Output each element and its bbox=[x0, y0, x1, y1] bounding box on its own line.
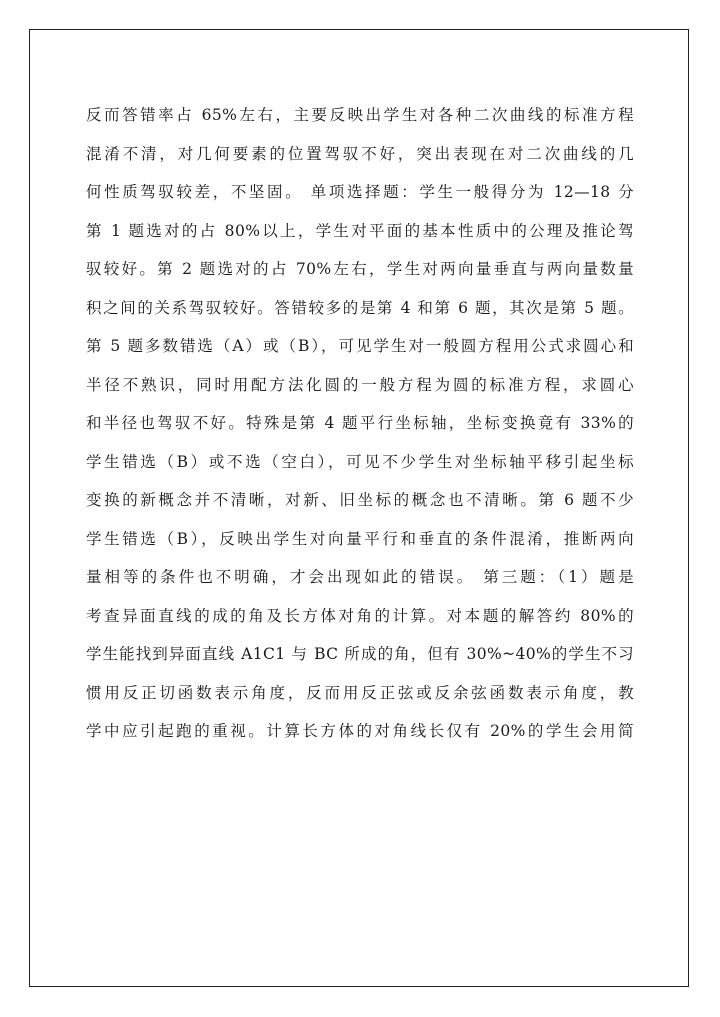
text-line: 学生能找到异面直线 A1C1 与 BC 所成的角，但有 30%~40%的学生不习 bbox=[86, 645, 634, 663]
text-line: 学生错选（B）或不选（空白），可见不少学生对坐标轴平移引起坐标 bbox=[86, 452, 634, 471]
text-line: 混淆不清，对几何要素的位置驾驭不好，突出表现在对二次曲线的几 bbox=[86, 144, 634, 163]
text-line: 变换的新概念并不清晰，对新、旧坐标的概念也不清晰。第 6 题不少 bbox=[86, 491, 634, 509]
text-line: 半径不熟识，同时用配方法化圆的一般方程为圆的标准方程，求圆心 bbox=[86, 375, 634, 394]
text-line: 驭较好。第 2 题选对的占 70%左右，学生对两向量垂直与两向量数量 bbox=[86, 260, 634, 278]
text-line: 量相等的条件也不明确，才会出现如此的错误。 第三题：（1）题是 bbox=[86, 568, 634, 586]
text-line: 何性质驾驭较差，不坚固。 单项选择题：学生一般得分为 12—18 分 bbox=[86, 183, 634, 201]
text-line: 第 1 题选对的占 80%以上，学生对平面的基本性质中的公理及推论驾 bbox=[86, 221, 634, 240]
text-line: 学中应引起跑的重视。计算长方体的对角线长仅有 20%的学生会用简 bbox=[86, 722, 634, 740]
text-line: 积之间的关系驾驭较好。答错较多的是第 4 和第 6 题，其次是第 5 题。 bbox=[86, 298, 634, 317]
text-line: 学生错选（B），反映出学生对向量平行和垂直的条件混淆，推断两向 bbox=[86, 529, 634, 548]
text-line: 惯用反正切函数表示角度，反而用反正弦或反余弦函数表示角度，教 bbox=[86, 683, 634, 702]
text-line: 第 5 题多数错选（A）或（B），可见学生对一般圆方程用公式求圆心和 bbox=[86, 337, 634, 355]
body-text bbox=[86, 96, 634, 751]
text-line: 考查异面直线的成的角及长方体对角的计算。对本题的解答约 80%的 bbox=[86, 606, 634, 625]
text-line: 反而答错率占 65%左右，主要反映出学生对各种二次曲线的标准方程 bbox=[86, 106, 634, 124]
text-line: 和半径也驾驭不好。特殊是第 4 题平行坐标轴，坐标变换竟有 33%的 bbox=[86, 414, 634, 432]
